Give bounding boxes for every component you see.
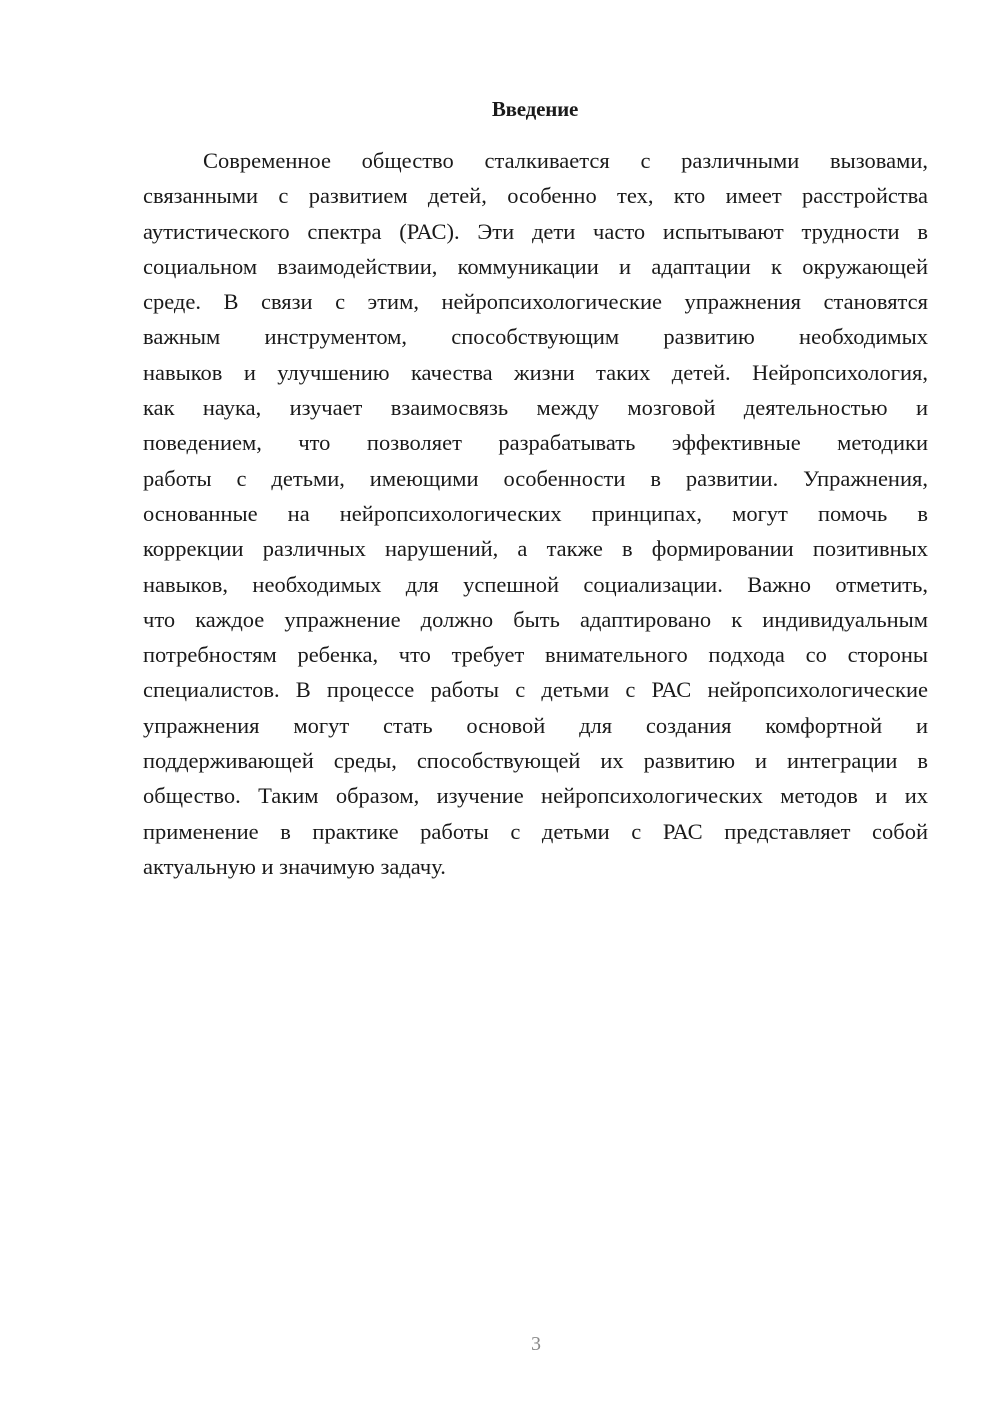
paragraph-line: специалистов. В процессе работы с детьми с РАС нейропсихологические: [143, 677, 928, 703]
section-title: Введение: [491, 97, 579, 121]
paragraph-line: поведением, что позволяет разрабатывать эффективные методики: [143, 430, 928, 456]
paragraph-line: работы с детьми, имеющими особенности в развитии. Упражнения,: [143, 465, 928, 491]
paragraph-line: аутистического спектра (РАС). Эти дети часто испытывают трудности в: [143, 218, 928, 244]
paragraph-line: актуальную и значимую задачу.: [143, 853, 446, 879]
paragraph-line: навыков и улучшению качества жизни таких детей. Нейропсихология,: [143, 359, 928, 385]
paragraph-line: важным инструментом, способствующим развитию необходимых: [143, 324, 928, 350]
paragraph-line: основанные на нейропсихологических принципах, могут помочь в: [143, 500, 928, 526]
paragraph-line: навыков, необходимых для успешной социализации. Важно отметить,: [143, 571, 928, 597]
paragraph-line: социальном взаимодействии, коммуникации и адаптации к окружающей: [143, 253, 928, 279]
body-paragraph: [143, 143, 928, 884]
page-number: 3: [531, 1333, 541, 1355]
paragraph-line: поддерживающей среды, способствующей их развитию и интеграции в: [143, 748, 928, 774]
paragraph-line: потребностям ребенка, что требует внимательного подхода со стороны: [143, 642, 928, 668]
paragraph-line: как наука, изучает взаимосвязь между мозговой деятельностью и: [143, 395, 928, 421]
paragraph-line: среде. В связи с этим, нейропсихологические упражнения становятся: [143, 289, 928, 315]
paragraph-line: применение в практике работы с детьми с РАС представляет собой: [143, 818, 928, 844]
paragraph-line: что каждое упражнение должно быть адаптировано к индивидуальным: [143, 606, 928, 632]
paragraph-line: коррекции различных нарушений, а также в формировании позитивных: [143, 536, 928, 562]
paragraph-line: общество. Таким образом, изучение нейропсихологических методов и их: [143, 783, 928, 809]
paragraph-line: Современное общество сталкивается с различными вызовами,: [203, 148, 928, 173]
paragraph-line: связанными с развитием детей, особенно тех, кто имеет расстройства: [143, 183, 928, 209]
paragraph-line: упражнения могут стать основой для создания комфортной и: [143, 712, 928, 738]
